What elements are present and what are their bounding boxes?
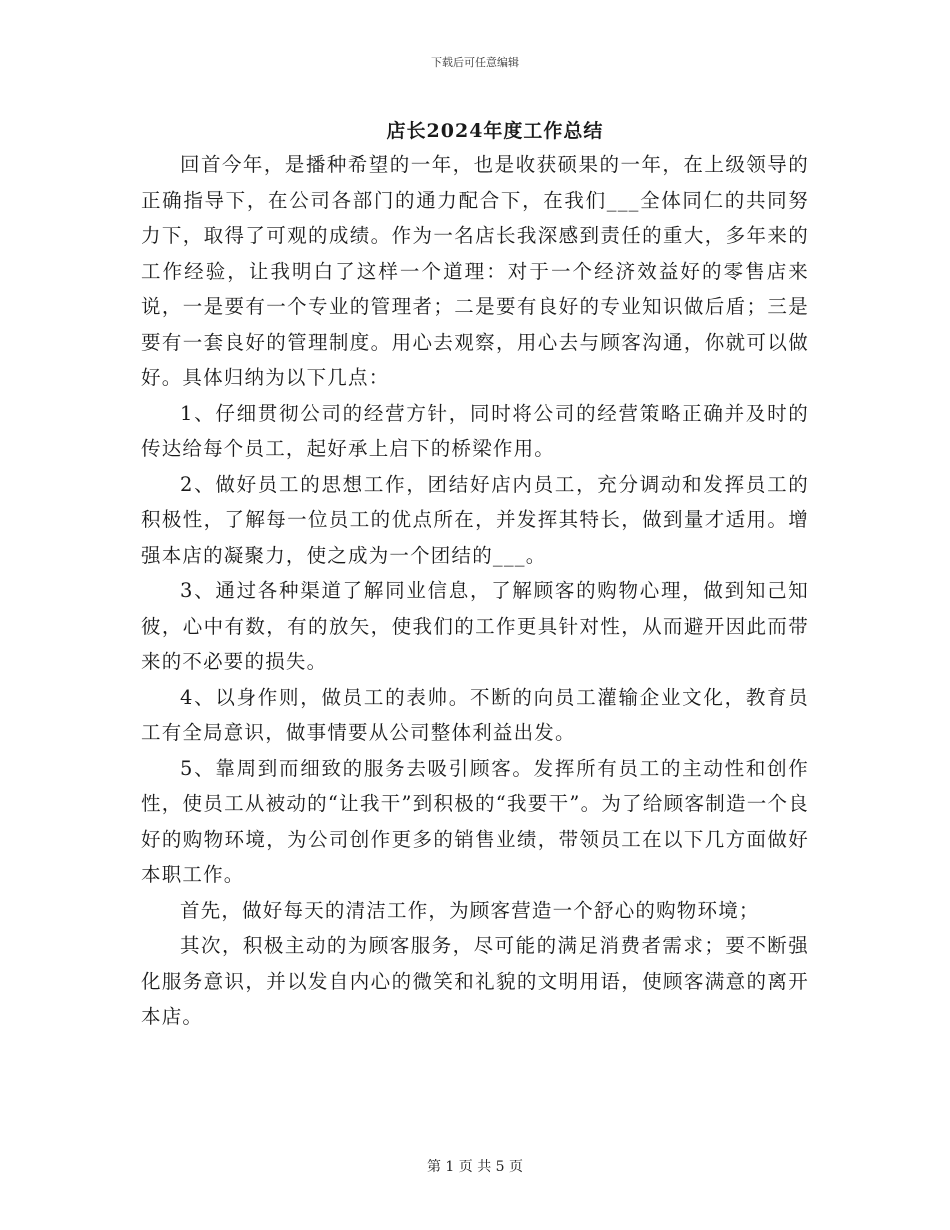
paragraph-point-1: 1、仔细贯彻公司的经营方针，同时将公司的经营策略正确并及时的传达给每个员工，起好承上启下的桥梁作用。 [141, 401, 809, 460]
document-title: 店长2024年度工作总结 [386, 120, 604, 142]
paragraph-point-5: 5、靠周到而细致的服务去吸引顾客。发挥所有员工的主动性和创作性，使员工从被动的“让我干”到积极的“我要干”。为了给顾客制造一个良好的购物环境，为公司创作更多的销售业绩，带领员工在以下几方面做好本职工作。 [141, 756, 809, 886]
paragraph-point-4: 4、以身作则，做员工的表帅。不断的向员工灌输企业文化，教育员工有全局意识，做事情要从公司整体利益出发。 [141, 685, 809, 744]
header-note: 下载后可任意编辑 [431, 56, 519, 69]
paragraph-point-3: 3、通过各种渠道了解同业信息，了解顾客的购物心理，做到知己知彼，心中有数，有的放矢，使我们的工作更具针对性，从而避开因此而带来的不必要的损失。 [141, 579, 809, 673]
document-body [141, 147, 809, 1035]
paragraph-first: 首先，做好每天的清洁工作，为顾客营造一个舒心的购物环境； [180, 898, 760, 922]
page-number: 第 1 页 共 5 页 [426, 1159, 524, 1175]
paragraph-second: 其次，积极主动的为顾客服务，尽可能的满足消费者需求；要不断强化服务意识，并以发自内心的微笑和礼貌的文明用语，使顾客满意的离开本店。 [141, 934, 809, 1028]
paragraph-intro: 回首今年，是播种希望的一年，也是收获硕果的一年，在上级领导的正确指导下，在公司各部门的通力配合下，在我们___全体同仁的共同努力下，取得了可观的成绩。作为一名店长我深感到责任的重大，多年来的工作经验，让我明白了这样一个道理：对于一个经济效益好的零售店来说，一是要有一个专业的管理者；二是要有良好的专业知识做后盾；三是要有一套良好的管理制度。用心去观察，用心去与顾客沟通，你就可以做好。具体归纳为以下几点： [141, 153, 809, 389]
paragraph-point-2: 2、做好员工的思想工作，团结好店内员工，充分调动和发挥员工的积极性，了解每一位员工的优点所在，并发挥其特长，做到量才适用。增强本店的凝聚力，使之成为一个团结的___。 [141, 472, 809, 567]
